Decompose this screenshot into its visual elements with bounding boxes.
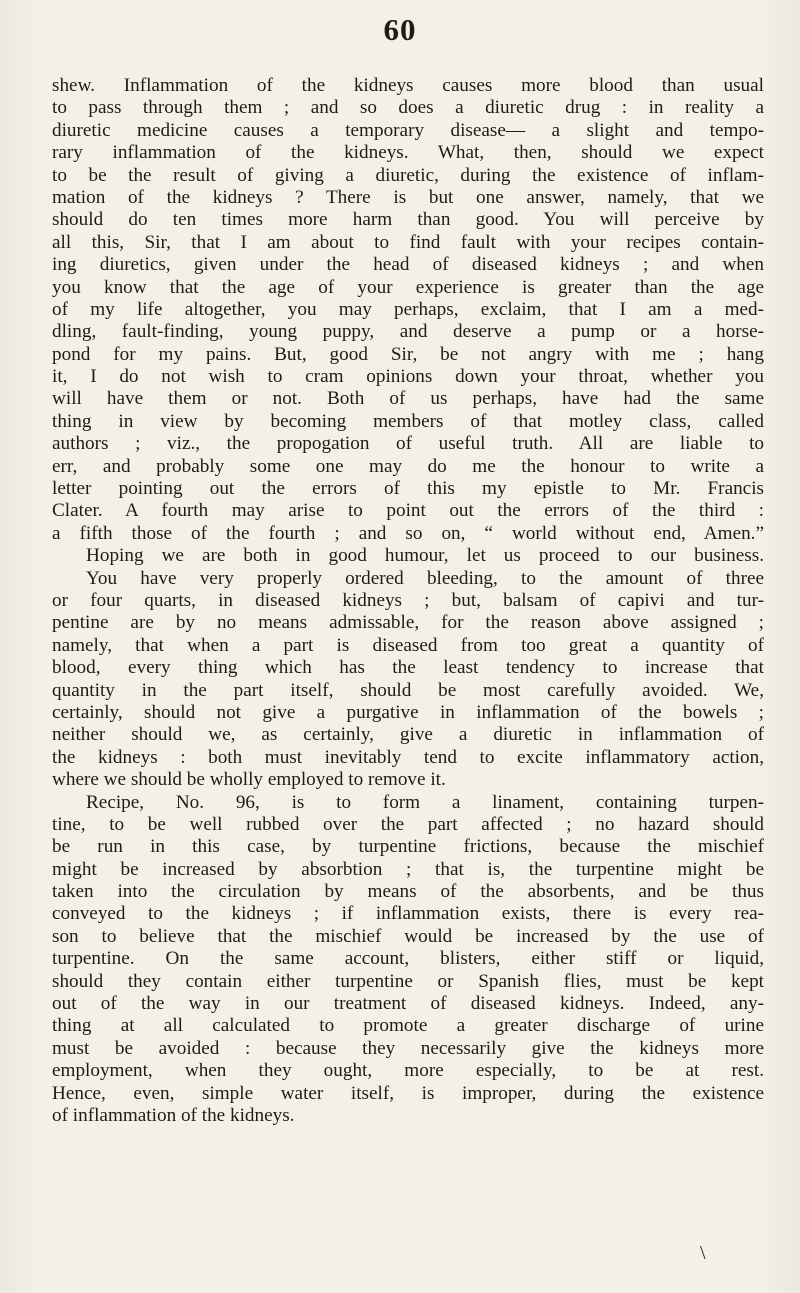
text-line: Hence, even, simple water itself, is improper, during the existence: [52, 1082, 764, 1104]
text-line: conveyed to the kidneys ; if inflammation exists, there is every rea-: [52, 903, 764, 925]
text-line: blood, every thing which has the least tendency to increase that: [52, 657, 764, 679]
text-line: should they contain either turpentine or Spanish flies, must be kept: [52, 970, 764, 992]
text-line: out of the way in our treatment of diseased kidneys. Indeed, any-: [52, 993, 764, 1015]
body-text: [52, 75, 764, 1127]
text-line: mation of the kidneys ? There is but one answer, namely, that we: [52, 186, 764, 208]
text-line: must be avoided : because they necessarily give the kidneys more: [52, 1037, 764, 1059]
text-line: the kidneys : both must inevitably tend to excite inflammatory action,: [52, 746, 764, 768]
text-line: dling, fault-finding, young puppy, and deserve a pump or a horse-: [52, 321, 764, 343]
text-line: to be the result of giving a diuretic, during the existence of inflam-: [52, 164, 764, 186]
text-line: letter pointing out the errors of this my epistle to Mr. Francis: [52, 478, 764, 500]
text-line: employment, when they ought, more especially, to be at rest.: [52, 1060, 764, 1082]
text-line: thing in view by becoming members of that motley class, called: [52, 410, 764, 432]
text-line: of inflammation of the kidneys.: [52, 1104, 295, 1126]
text-line: shew. Inflammation of the kidneys causes more blood than usual: [52, 75, 764, 96]
text-line: of my life altogether, you may perhaps, exclaim, that I am a med-: [52, 298, 764, 320]
text-line: thing at all calculated to promote a greater discharge of urine: [52, 1015, 764, 1037]
text-line: namely, that when a part is diseased from too great a quantity of: [52, 634, 764, 656]
text-line: pentine are by no means admissable, for the reason above assigned ;: [52, 612, 764, 634]
text-line: ing diuretics, given under the head of diseased kidneys ; and when: [52, 254, 764, 276]
text-line: quantity in the part itself, should be most carefully avoided. We,: [52, 679, 764, 701]
text-line: authors ; viz., the propogation of useful truth. All are liable to: [52, 433, 764, 455]
text-line: You have very properly ordered bleeding, to the amount of three: [86, 567, 764, 589]
text-line: all this, Sir, that I am about to find fault with your recipes contain-: [52, 231, 764, 253]
text-line: certainly, should not give a purgative in inflammation of the bowels ;: [52, 701, 764, 723]
text-line: tine, to be well rubbed over the part affected ; no hazard should: [52, 813, 764, 835]
text-line: err, and probably some one may do me the honour to write a: [52, 455, 764, 477]
text-line: it, I do not wish to cram opinions down your throat, whether you: [52, 366, 764, 388]
text-line: taken into the circulation by means of the absorbents, and be thus: [52, 881, 764, 903]
text-line: rary inflammation of the kidneys. What, then, should we expect: [52, 142, 764, 164]
text-line: diuretic medicine causes a temporary disease— a slight and tempo-: [52, 119, 764, 141]
text-line: Recipe, No. 96, is to form a linament, containing turpen-: [86, 791, 764, 813]
text-line: pond for my pains. But, good Sir, be not angry with me ; hang: [52, 343, 764, 365]
text-line: a fifth those of the fourth ; and so on, “ world without end, Amen.”: [52, 522, 764, 544]
text-line: turpentine. On the same account, blisters, either stiff or liquid,: [52, 948, 764, 970]
text-line: should do ten times more harm than good. You will perceive by: [52, 209, 764, 231]
text-line: will have them or not. Both of us perhaps, have had the same: [52, 388, 764, 410]
text-line: might be increased by absorbtion ; that is, the turpentine might be: [52, 858, 764, 880]
text-line: where we should be wholly employed to remove it.: [52, 769, 446, 791]
text-line: Hoping we are both in good humour, let us proceed to our business.: [86, 545, 764, 567]
text-line: or four quarts, in diseased kidneys ; but, balsam of capivi and tur-: [52, 589, 764, 611]
page-number: 60: [383, 12, 417, 47]
text-line: Clater. A fourth may arise to point out the errors of the third :: [52, 500, 764, 522]
text-line: to pass through them ; and so does a diuretic drug : in reality a: [52, 97, 764, 119]
text-line: you know that the age of your experience is greater than the age: [52, 276, 764, 298]
page-mark: \: [700, 1242, 706, 1264]
text-line: son to believe that the mischief would be increased by the use of: [52, 925, 764, 947]
text-line: neither should we, as certainly, give a diuretic in inflammation of: [52, 724, 764, 746]
text-line: be run in this case, by turpentine frictions, because the mischief: [52, 836, 764, 858]
